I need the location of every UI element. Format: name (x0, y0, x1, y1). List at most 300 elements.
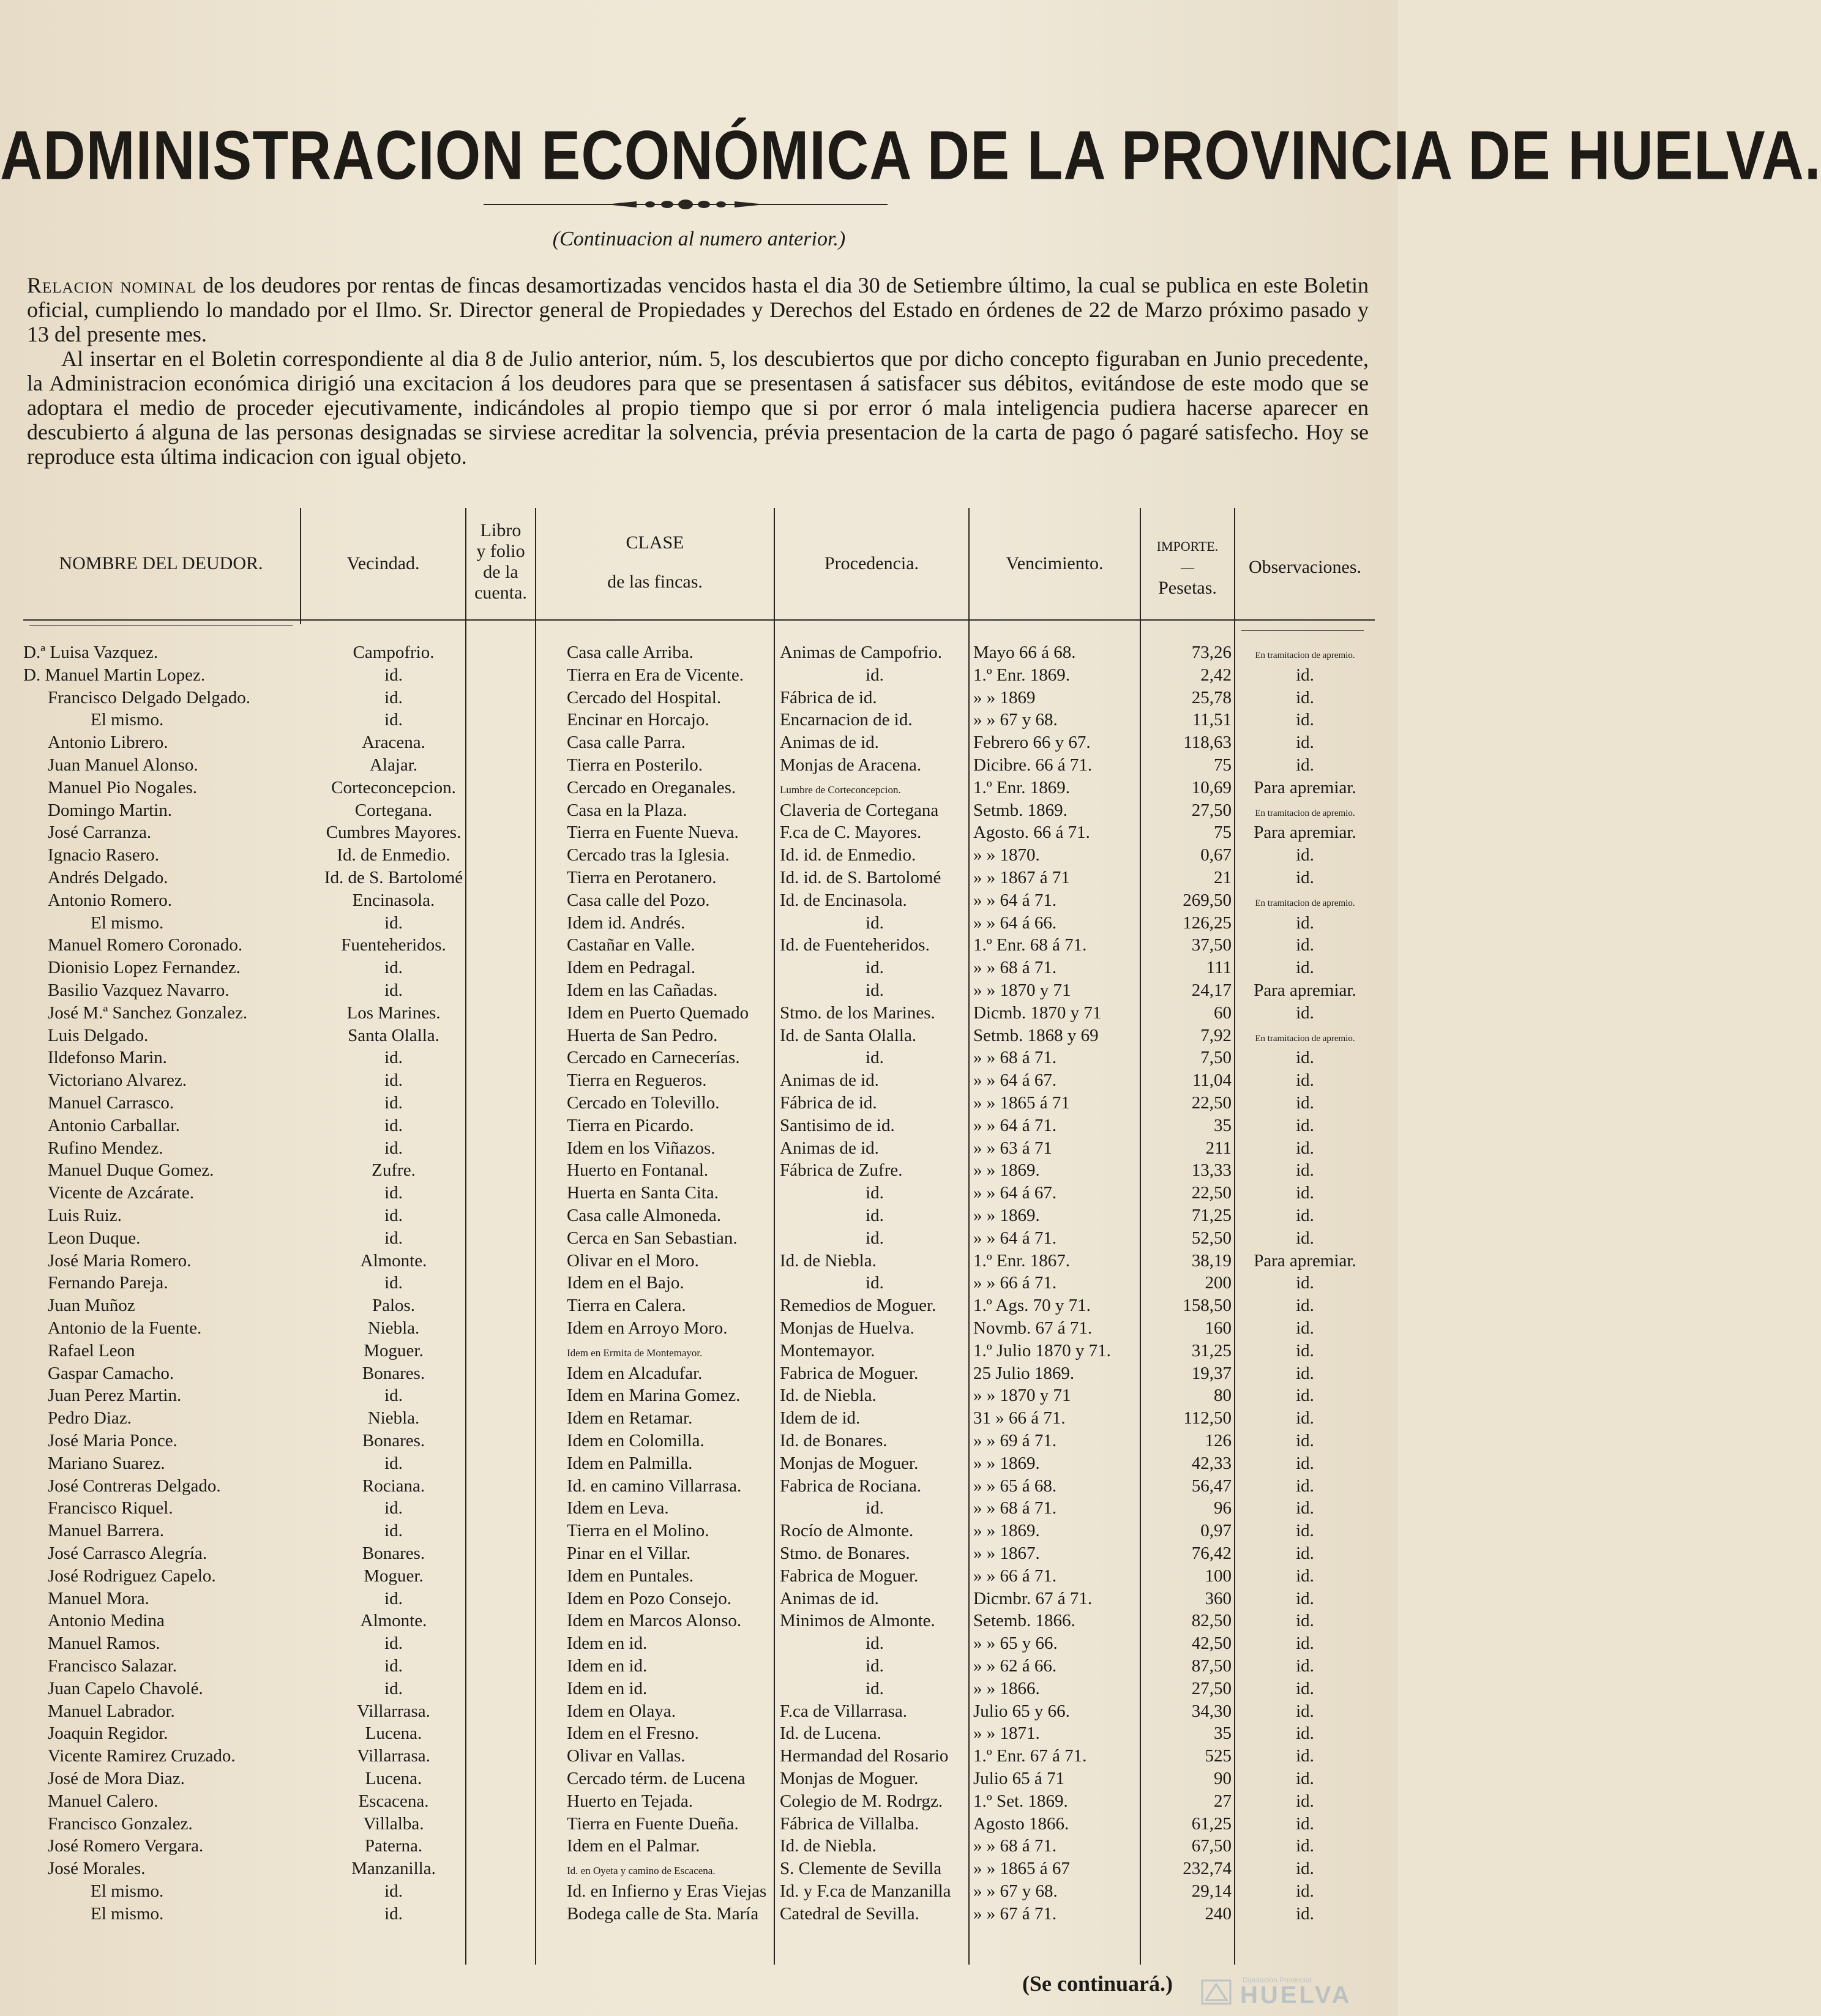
procedencia (776, 1542, 970, 1565)
importe-text: 7,92 (1200, 1025, 1232, 1045)
debtor-name (23, 1002, 299, 1025)
procedencia-text: Claveria de Cortegana (780, 800, 939, 820)
vencimiento (971, 1159, 1141, 1182)
debtor-name (23, 1407, 299, 1430)
observaciones (1235, 1227, 1375, 1250)
clase-finca-text: Castañar en Valle. (567, 935, 695, 955)
importe-text: 269,50 (1183, 890, 1232, 910)
clase-finca-text: Idem en Retamar. (567, 1408, 693, 1428)
clase-finca (563, 1002, 775, 1025)
observaciones (1235, 709, 1375, 731)
debtor-name (23, 1294, 299, 1317)
procedencia (776, 1002, 970, 1025)
clase-finca (563, 777, 775, 799)
vencimiento-text: 1.º Enr. 1867. (973, 1250, 1071, 1271)
importe-text: 25,78 (1191, 687, 1232, 707)
importe (1141, 844, 1232, 867)
vecindad (300, 687, 487, 709)
debtor-name (23, 1025, 299, 1047)
importe (1141, 1227, 1232, 1250)
vencimiento-text: Setmb. 1869. (973, 800, 1068, 820)
observaciones-text: En tramitacion de apremio. (1255, 651, 1355, 660)
importe (1141, 1092, 1232, 1114)
clase-finca-text: Idem en Ermita de Montemayor. (567, 1346, 703, 1359)
watermark-big: HUELVA (1240, 1982, 1352, 2009)
observaciones (1235, 889, 1375, 912)
table-row (23, 1069, 1375, 1092)
debtor-name-text: Andrés Delgado. (48, 868, 168, 887)
header-importe (1141, 536, 1234, 599)
procedencia (776, 844, 970, 867)
clase-finca-text: Idem en Arroyo Moro. (567, 1318, 728, 1338)
clase-finca (563, 1025, 775, 1047)
vecindad (300, 1745, 487, 1768)
importe-text: 21 (1214, 868, 1232, 887)
observaciones-text: id. (1296, 913, 1314, 933)
clase-finca (563, 1678, 775, 1700)
debtor-name-text: Rufino Mendez. (48, 1138, 163, 1158)
clase-finca-text: Cercado en Tolevillo. (567, 1093, 720, 1113)
vencimiento (971, 1272, 1141, 1294)
observaciones (1235, 934, 1375, 957)
vecindad-text: id. (384, 1138, 403, 1158)
observaciones (1235, 1069, 1375, 1092)
vencimiento-text: » » 1869. (973, 1521, 1040, 1541)
observaciones-text: id. (1296, 1903, 1314, 1924)
procedencia-text: id. (866, 980, 884, 1000)
observaciones (1235, 1002, 1375, 1025)
importe (1141, 1722, 1232, 1745)
clase-finca (563, 1452, 775, 1475)
importe (1141, 1903, 1232, 1925)
debtor-name-text: Manuel Barrera. (48, 1521, 165, 1541)
header-libro (466, 520, 535, 603)
vecindad-text: Moguer. (364, 1340, 424, 1361)
vencimiento-text: » » 67 y 68. (973, 1881, 1058, 1901)
observaciones (1235, 799, 1375, 822)
importe-text: 27,50 (1191, 800, 1232, 820)
procedencia-text: Monjas de Huelva. (780, 1318, 914, 1338)
observaciones (1235, 1137, 1375, 1160)
observaciones-text: id. (1296, 1633, 1314, 1654)
vecindad (300, 1362, 487, 1385)
importe-text: 71,25 (1191, 1206, 1232, 1225)
observaciones-text: id. (1296, 733, 1314, 753)
clase-finca-text: Tierra en Posterilo. (567, 755, 703, 775)
importe (1141, 1588, 1232, 1610)
header-rule (23, 619, 1375, 621)
importe-text: 200 (1205, 1273, 1232, 1293)
clase-finca (563, 1362, 775, 1385)
clase-finca (563, 1497, 775, 1520)
observaciones (1235, 1250, 1375, 1272)
vecindad-text: id. (384, 1070, 403, 1091)
vecindad (300, 1002, 487, 1025)
importe-text: 90 (1214, 1769, 1232, 1788)
vencimiento (971, 1497, 1141, 1520)
debtor-name-text: Manuel Pio Nogales. (48, 777, 198, 797)
debtor-name-text: Manuel Romero Coronado. (48, 935, 243, 955)
vecindad (300, 1857, 487, 1880)
importe-text: 126 (1205, 1431, 1232, 1450)
vecindad-text: Almonte. (360, 1611, 427, 1631)
importe (1141, 1182, 1232, 1204)
debtor-name (23, 1790, 299, 1813)
observaciones (1235, 1092, 1375, 1114)
debtor-name (23, 731, 299, 754)
importe (1141, 1542, 1232, 1565)
clase-finca-text: Casa calle Arriba. (567, 643, 694, 662)
procedencia (776, 1272, 970, 1294)
table-row (23, 889, 1375, 912)
vencimiento (971, 889, 1141, 912)
clase-finca-text: Idem en Puntales. (567, 1566, 694, 1586)
procedencia-text: Minimos de Almonte. (780, 1611, 935, 1631)
vencimiento (971, 1475, 1141, 1498)
debtor-name (23, 1520, 299, 1542)
importe-text: 0,67 (1200, 845, 1232, 865)
clase-finca-text: Idem en el Fresno. (567, 1723, 699, 1744)
debtor-name (23, 1768, 299, 1790)
importe-text: 34,30 (1191, 1701, 1232, 1721)
importe-text: 31,25 (1191, 1340, 1232, 1361)
header-libro-line: Libro (480, 520, 522, 540)
observaciones-text: id. (1296, 1769, 1314, 1788)
procedencia (776, 1025, 970, 1047)
clase-finca (563, 1745, 775, 1768)
importe (1141, 777, 1232, 799)
observaciones (1235, 1565, 1375, 1588)
observaciones-text: id. (1296, 1701, 1314, 1721)
importe-text: 10,69 (1191, 777, 1232, 797)
debtor-name-text: El mismo. (91, 710, 164, 730)
observaciones (1235, 1159, 1375, 1182)
observaciones-text: id. (1296, 665, 1314, 685)
importe (1141, 1745, 1232, 1768)
vecindad (300, 664, 487, 687)
observaciones (1235, 754, 1375, 777)
observaciones (1235, 1835, 1375, 1857)
clase-finca (563, 799, 775, 822)
importe-text: 525 (1205, 1746, 1232, 1766)
importe (1141, 1047, 1232, 1069)
clase-finca (563, 867, 775, 889)
vencimiento (971, 1069, 1141, 1092)
vecindad-text: id. (384, 1678, 403, 1698)
clase-finca-text: Idem id. Andrés. (567, 913, 686, 933)
importe (1141, 799, 1232, 822)
procedencia (776, 1610, 970, 1632)
observaciones-text: id. (1296, 1093, 1314, 1113)
vecindad (300, 1678, 487, 1700)
debtor-name-text: Manuel Carrasco. (48, 1093, 174, 1113)
debtor-name-text: Pedro Diaz. (48, 1408, 132, 1428)
debtor-name (23, 1204, 299, 1227)
vencimiento (971, 821, 1141, 844)
vecindad-text: id. (384, 1093, 403, 1113)
vencimiento (971, 1114, 1141, 1137)
debtor-name-text: D. Manuel Martin Lopez. (23, 665, 206, 685)
procedencia-text: Id. id. de Enmedio. (780, 845, 916, 865)
observaciones-text: id. (1296, 1498, 1314, 1518)
clase-finca (563, 1250, 775, 1272)
clase-finca (563, 641, 775, 664)
header-clase-line: de las fincas. (607, 572, 703, 592)
clase-finca (563, 1655, 775, 1678)
clase-finca-text: Idem en Alcadufar. (567, 1363, 703, 1383)
vecindad-text: Niebla. (367, 1408, 420, 1428)
vecindad-text: Alajar. (369, 755, 418, 775)
procedencia-text: Fábrica de Villalba. (780, 1813, 919, 1834)
procedencia (776, 1340, 970, 1362)
debtor-name (23, 957, 299, 979)
header-importe-line: — (1181, 559, 1194, 575)
importe-text: 240 (1205, 1903, 1232, 1924)
clase-finca (563, 1407, 775, 1430)
debtor-name (23, 1272, 299, 1294)
debtor-name-text: Juan Capelo Chavolé. (48, 1678, 203, 1698)
table-row (23, 777, 1375, 799)
debtor-name-text: Luis Delgado. (48, 1025, 149, 1045)
observaciones (1235, 1407, 1375, 1430)
observaciones (1235, 1047, 1375, 1069)
vencimiento (971, 1678, 1141, 1700)
observaciones (1235, 979, 1375, 1002)
debtor-name-text: Victoriano Alvarez. (48, 1070, 187, 1091)
vecindad-text: Santa Olalla. (348, 1025, 439, 1045)
importe (1141, 1069, 1232, 1092)
observaciones-text: id. (1296, 868, 1314, 887)
debtor-name-text: Francisco Gonzalez. (48, 1813, 193, 1834)
clase-finca-text: Cercado tras la Iglesia. (567, 845, 730, 865)
vecindad-text: id. (384, 710, 403, 730)
debtor-name-text: Manuel Ramos. (48, 1633, 160, 1654)
table-row (23, 1227, 1375, 1250)
clase-finca-text: Tierra en Fuente Nueva. (567, 823, 739, 843)
clase-finca (563, 731, 775, 754)
clase-finca (563, 1384, 775, 1407)
table-row (23, 1294, 1375, 1317)
table-row (23, 1092, 1375, 1114)
table-row (23, 687, 1375, 709)
debtor-name-text: Basilio Vazquez Navarro. (48, 980, 230, 1000)
observaciones (1235, 1768, 1375, 1790)
observaciones-text: id. (1296, 1183, 1314, 1203)
procedencia (776, 912, 970, 935)
procedencia-text: Fábrica de Zufre. (780, 1160, 903, 1181)
importe-text: 13,33 (1191, 1160, 1232, 1181)
clase-finca (563, 1092, 775, 1114)
clase-finca (563, 1227, 775, 1250)
procedencia (776, 1362, 970, 1385)
procedencia-text: Id. de Bonares. (780, 1431, 888, 1450)
vecindad (300, 1835, 487, 1857)
observaciones-text: id. (1296, 1431, 1314, 1450)
header-libro-line: y folio (476, 541, 525, 561)
vencimiento-text: 1.º Enr. 1869. (973, 665, 1071, 685)
observaciones-text: id. (1296, 1002, 1314, 1023)
importe-text: 100 (1205, 1566, 1232, 1586)
table-row (23, 641, 1375, 664)
vencimiento-text: Agosto. 66 á 71. (973, 823, 1090, 843)
table-row (23, 1565, 1375, 1588)
procedencia-text: Fabrica de Moguer. (780, 1566, 919, 1586)
observaciones-text: id. (1296, 1544, 1314, 1563)
clase-finca-text: Idem en Leva. (567, 1498, 669, 1518)
observaciones-text: id. (1296, 1521, 1314, 1541)
procedencia (776, 1159, 970, 1182)
procedencia-text: Fábrica de id. (780, 1093, 877, 1113)
vencimiento (971, 1182, 1141, 1204)
importe (1141, 1520, 1232, 1542)
observaciones (1235, 1497, 1375, 1520)
importe-text: 11,04 (1192, 1070, 1232, 1091)
vecindad (300, 1384, 487, 1407)
vecindad-text: id. (384, 687, 403, 707)
clase-finca (563, 821, 775, 844)
vencimiento-text: 1.º Ags. 70 y 71. (973, 1296, 1091, 1316)
clase-finca-text: Idem en Marina Gomez. (567, 1386, 741, 1406)
importe (1141, 641, 1232, 664)
vecindad-text: Fuenteheridos. (341, 935, 446, 955)
vencimiento (971, 1340, 1141, 1362)
vecindad-text: Palos. (372, 1296, 416, 1316)
procedencia-text: Stmo. de Bonares. (780, 1544, 910, 1563)
vencimiento-text: » » 66 á 71. (973, 1273, 1057, 1293)
importe (1141, 731, 1232, 754)
clase-finca-text: Casa en la Plaza. (567, 800, 687, 820)
vecindad (300, 1520, 487, 1542)
procedencia-text: Animas de Campofrio. (780, 643, 942, 662)
vencimiento (971, 1452, 1141, 1475)
vecindad (300, 1655, 487, 1678)
procedencia (776, 1790, 970, 1813)
vencimiento (971, 1813, 1141, 1835)
debtor-name-text: Rafael Leon (48, 1340, 135, 1361)
vecindad-text: Encinasola. (352, 890, 435, 910)
vecindad-text: Lucena. (365, 1769, 422, 1788)
procedencia (776, 1069, 970, 1092)
procedencia (776, 1835, 970, 1857)
table-row (23, 844, 1375, 867)
header-rule (29, 625, 293, 626)
vencimiento-text: » » 64 á 71. (973, 1228, 1057, 1248)
vecindad (300, 957, 487, 979)
observaciones (1235, 1655, 1375, 1678)
debtor-name-text: Ildefonso Marin. (48, 1048, 167, 1068)
observaciones (1235, 912, 1375, 935)
observaciones (1235, 821, 1375, 844)
clase-finca (563, 1565, 775, 1588)
vencimiento-text: » » 67 á 71. (973, 1903, 1057, 1924)
procedencia (776, 1407, 970, 1430)
observaciones-text: id. (1296, 1273, 1314, 1293)
importe (1141, 1114, 1232, 1137)
clase-finca (563, 1430, 775, 1452)
debtor-name (23, 1047, 299, 1069)
observaciones-text: id. (1296, 1318, 1314, 1338)
procedencia (776, 1137, 970, 1160)
table-row (23, 1678, 1375, 1700)
procedencia-text: id. (866, 1656, 884, 1676)
vecindad-text: Bonares. (362, 1363, 425, 1383)
clase-finca-text: Cerca en San Sebastian. (567, 1228, 738, 1248)
debtor-name (23, 1092, 299, 1114)
debtor-name-text: D.ª Luisa Vazquez. (23, 643, 159, 662)
vencimiento-text: » » 1869. (973, 1160, 1040, 1181)
header-nombre: NOMBRE DEL DEUDOR. (59, 553, 263, 573)
observaciones-text: id. (1296, 1566, 1314, 1586)
vencimiento (971, 687, 1141, 709)
vecindad-text: Paterna. (364, 1836, 423, 1856)
debtor-name (23, 1137, 299, 1160)
debtor-name (23, 889, 299, 912)
observaciones-text: id. (1296, 1836, 1314, 1856)
clase-finca-text: Idem en Marcos Alonso. (567, 1611, 742, 1631)
debtor-name (23, 1655, 299, 1678)
table-row (23, 1475, 1375, 1498)
vecindad (300, 1588, 487, 1610)
vecindad (300, 1768, 487, 1790)
table-row (23, 664, 1375, 687)
vecindad-text: id. (384, 1903, 403, 1924)
clase-finca (563, 687, 775, 709)
importe (1141, 1317, 1232, 1340)
observaciones-text: En tramitacion de apremio. (1255, 898, 1355, 908)
debtor-name-text: Gaspar Camacho. (48, 1363, 174, 1383)
vecindad-text: Villarrasa. (357, 1746, 430, 1766)
vecindad-text: id. (384, 1228, 403, 1248)
vencimiento-text: » » 1867. (973, 1544, 1040, 1563)
observaciones-text: id. (1296, 710, 1314, 730)
clase-finca-text: Id. en camino Villarrasa. (567, 1476, 742, 1496)
intro-paragraph-2: Al insertar en el Boletin correspondiente al dia 8 de Julio anterior, núm. 5, los descubiertos que por dicho concepto figuraban en Junio precedente, la Administracion económica dirigió una excitacion á los deudores para que se presentasen á satisfacer sus débitos, evitándose de este modo que se adoptara el medio de proceder ejecutivamente, indicándoles al propio tiempo que si por error ó mala inteligencia pudiera hacerse aparecer en descubierto á alguna de las personas designadas se sirviese acreditar la solvencia, prévia presentacion de la carta de pago ó pagaré satisfecho. Hoy se reproduce esta última indicacion con igual objeto. (27, 346, 1369, 469)
importe (1141, 1497, 1232, 1520)
debtor-name (23, 912, 299, 935)
debtor-name (23, 1722, 299, 1745)
observaciones-text: Para apremiar. (1254, 1250, 1356, 1271)
vecindad-text: Bonares. (362, 1544, 425, 1563)
procedencia (776, 1857, 970, 1880)
clase-finca-text: Cercado en Carnecerías. (567, 1048, 740, 1068)
clase-finca-text: Idem en id. (567, 1633, 648, 1654)
vencimiento-text: » » 64 á 67. (973, 1070, 1057, 1091)
clase-finca-text: Tierra en Perotanero. (567, 868, 717, 887)
debtor-name (23, 799, 299, 822)
vencimiento-text: » » 64 á 71. (973, 1115, 1057, 1135)
observaciones-text: id. (1296, 1881, 1314, 1901)
debtor-name-text: José Carranza. (48, 823, 152, 843)
observaciones-text: id. (1296, 1723, 1314, 1744)
vencimiento-text: 1.º Set. 1869. (973, 1791, 1068, 1811)
debtor-name-text: El mismo. (91, 1903, 164, 1924)
clase-finca-text: Encinar en Horcajo. (567, 710, 709, 730)
debtor-name-text: Leon Duque. (48, 1228, 141, 1248)
table-row (23, 1182, 1375, 1204)
observaciones-text: id. (1296, 1160, 1314, 1181)
table-row (23, 934, 1375, 957)
debtor-name-text: José M.ª Sanchez Gonzalez. (48, 1002, 248, 1023)
clase-finca (563, 1069, 775, 1092)
procedencia-text: Id. id. de S. Bartolomé (780, 868, 941, 887)
procedencia (776, 1700, 970, 1723)
observaciones (1235, 1272, 1375, 1294)
clase-finca (563, 1768, 775, 1790)
vecindad-text: Lucena. (365, 1723, 422, 1744)
clase-finca (563, 1610, 775, 1632)
vecindad-text: Campofrio. (353, 643, 435, 662)
clase-finca-text: Idem en los Viñazos. (567, 1138, 716, 1158)
